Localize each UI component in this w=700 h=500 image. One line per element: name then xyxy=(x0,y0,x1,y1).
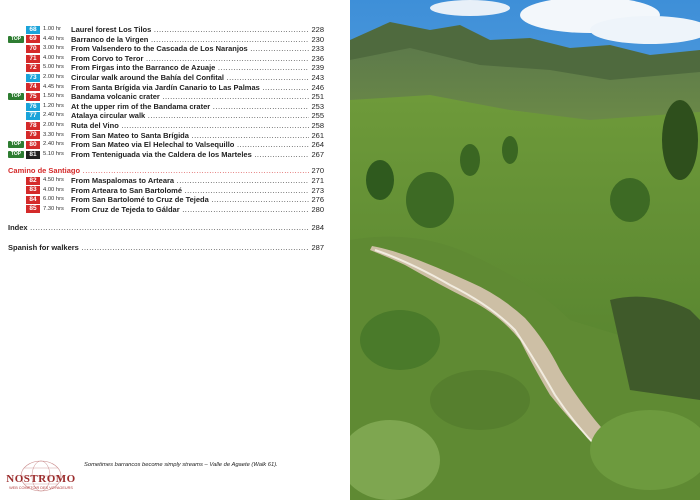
walk-page: 280 xyxy=(311,204,324,214)
walk-page: 239 xyxy=(311,63,324,73)
walk-number-badge: 69 xyxy=(26,35,40,43)
table-of-contents xyxy=(8,25,324,254)
walk-number-badge: 83 xyxy=(26,186,40,194)
toc-row-walk-73[interactable] xyxy=(8,73,324,83)
top-badge: TOP xyxy=(8,151,24,158)
walk-page: 267 xyxy=(311,149,324,159)
top-badge: TOP xyxy=(8,93,24,100)
toc-row-walk-76[interactable] xyxy=(8,102,324,112)
walk-duration: 2.00 hrs xyxy=(43,73,64,80)
walk-title: From Santa Brígida via Jardín Canario to Las Palmas ..... xyxy=(71,83,309,93)
walk-page: 246 xyxy=(311,82,324,92)
toc-row-walk-72[interactable] xyxy=(8,63,324,73)
walk-number-badge: 76 xyxy=(26,103,40,111)
top-badge: TOP xyxy=(8,36,24,43)
walk-page: 273 xyxy=(311,185,324,195)
walk-number-badge: 80 xyxy=(26,141,40,149)
walk-number-badge: 85 xyxy=(26,205,40,213)
toc-row-walk-81[interactable] xyxy=(8,150,324,160)
toc-row-walk-85[interactable] xyxy=(8,205,324,215)
toc-row-walk-79[interactable] xyxy=(8,131,324,141)
walk-page: 251 xyxy=(311,92,324,102)
walk-duration: 3.00 hrs xyxy=(43,45,64,52)
toc-row-walk-71[interactable] xyxy=(8,54,324,64)
walk-number-badge: 74 xyxy=(26,83,40,91)
walk-page: 236 xyxy=(311,53,324,63)
logo-name: NOSTROMO xyxy=(6,473,76,485)
walk-title: From Maspalomas to Arteara ..... xyxy=(71,176,309,186)
walk-title: From San Mateo via El Helechal to Valsequillo ..... xyxy=(71,140,309,150)
walk-number-badge: 75 xyxy=(26,93,40,101)
walk-page: 243 xyxy=(311,72,324,82)
spanish-row[interactable] xyxy=(8,242,324,254)
walk-title: From Arteara to San Bartolomé ..... xyxy=(71,186,309,196)
walk-title: Laurel forest Los Tilos ..... xyxy=(71,25,309,35)
toc-row-walk-84[interactable] xyxy=(8,195,324,205)
walk-number-badge: 82 xyxy=(26,177,40,185)
toc-row-walk-77[interactable] xyxy=(8,111,324,121)
walk-page: 253 xyxy=(311,101,324,111)
walk-duration: 2.40 hrs xyxy=(43,141,64,148)
walk-page: 230 xyxy=(311,34,324,44)
walk-duration: 1.00 hr xyxy=(43,26,62,32)
walk-title: From Tenteniguada via the Caldera de los Marteles ..... xyxy=(71,150,309,160)
walk-title: From Cruz de Tejeda to Gáldar ..... xyxy=(71,205,309,215)
toc-row-walk-75[interactable] xyxy=(8,92,324,102)
nostromo-logo xyxy=(6,458,76,494)
toc-row-walk-68[interactable] xyxy=(8,25,324,35)
walk-title: Bandama volcanic crater ..... xyxy=(71,92,309,102)
walk-title: Ruta del Vino ..... xyxy=(71,121,309,131)
walk-title: Circular walk around the Bahía del Confital ..... xyxy=(71,73,309,83)
camino-section xyxy=(8,166,324,214)
walk-duration: 4.40 hrs xyxy=(43,35,64,42)
walk-duration: 3.30 hrs xyxy=(43,131,64,138)
walk-number-badge: 70 xyxy=(26,45,40,53)
index-title: Index ..... xyxy=(8,223,309,233)
walk-title: Barranco de la Virgen ..... xyxy=(71,35,309,45)
walk-duration: 2.00 hrs xyxy=(43,121,64,128)
logo-tagline: WEB COMPTOIR DES VOYAGEURS xyxy=(9,486,73,490)
walk-number-badge: 81 xyxy=(26,151,40,159)
walk-page: 271 xyxy=(311,175,324,185)
walk-duration: 4.45 hrs xyxy=(43,83,64,90)
walk-page: 228 xyxy=(311,25,324,34)
walk-number-badge: 68 xyxy=(26,26,40,34)
walk-duration: 5.00 hrs xyxy=(43,64,64,71)
walk-duration: 7.30 hrs xyxy=(43,205,64,212)
walk-title: At the upper rim of the Bandama crater ..... xyxy=(71,102,309,112)
walk-duration: 1.50 hrs xyxy=(43,93,64,100)
walk-number-badge: 73 xyxy=(26,74,40,82)
walk-title: From San Bartolomé to Cruz de Tejeda ..... xyxy=(71,195,309,205)
barranco-photo xyxy=(350,0,700,500)
walk-list xyxy=(8,25,324,159)
toc-row-walk-82[interactable] xyxy=(8,176,324,186)
walk-duration: 6.00 hrs xyxy=(43,196,64,203)
walk-page: 276 xyxy=(311,195,324,205)
toc-row-walk-80[interactable] xyxy=(8,140,324,150)
walk-duration: 4.50 hrs xyxy=(43,176,64,183)
walk-page: 258 xyxy=(311,120,324,130)
toc-row-walk-83[interactable] xyxy=(8,186,324,196)
toc-row-walk-74[interactable] xyxy=(8,83,324,93)
index-row[interactable] xyxy=(8,222,324,234)
spanish-page: 287 xyxy=(311,243,324,253)
walk-number-badge: 79 xyxy=(26,131,40,139)
toc-row-walk-70[interactable] xyxy=(8,44,324,54)
photo-caption: Sometimes barrancos become simply streams – Valle de Agaete (Walk 61). xyxy=(84,462,278,468)
walk-duration: 2.40 hrs xyxy=(43,112,64,119)
walk-title: Atalaya circular walk ..... xyxy=(71,111,309,121)
walk-page: 264 xyxy=(311,140,324,150)
walk-title: From San Mateo to Santa Brígida ..... xyxy=(71,131,309,141)
top-badge: TOP xyxy=(8,141,24,148)
spanish-title: Spanish for walkers ..... xyxy=(8,243,309,253)
walk-number-badge: 78 xyxy=(26,122,40,130)
walk-title: From Corvo to Teror ..... xyxy=(71,54,309,64)
walk-duration: 5.10 hrs xyxy=(43,150,64,157)
walk-number-badge: 77 xyxy=(26,112,40,120)
landscape-photo xyxy=(350,0,700,500)
walk-duration: 4.00 hrs xyxy=(43,186,64,193)
toc-row-walk-69[interactable] xyxy=(8,35,324,45)
walk-number-badge: 84 xyxy=(26,196,40,204)
camino-walk-list xyxy=(8,176,324,214)
walk-duration: 4.00 hrs xyxy=(43,54,64,61)
walk-number-badge: 72 xyxy=(26,64,40,72)
walk-title: From Firgas into the Barranco de Azuaje ..... xyxy=(71,63,309,73)
walk-duration: 1.20 hrs xyxy=(43,102,64,109)
walk-title: From Valsendero to the Cascada de Los Naranjos ..... xyxy=(71,44,309,54)
camino-page: 270 xyxy=(311,166,324,176)
toc-row-walk-78[interactable] xyxy=(8,121,324,131)
walk-number-badge: 71 xyxy=(26,55,40,63)
walk-page: 233 xyxy=(311,44,324,54)
walk-page: 255 xyxy=(311,111,324,121)
index-page: 284 xyxy=(311,223,324,233)
walk-page: 261 xyxy=(311,130,324,140)
camino-heading-row[interactable] xyxy=(8,166,324,176)
camino-title: Camino de Santiago ..... xyxy=(8,166,309,176)
